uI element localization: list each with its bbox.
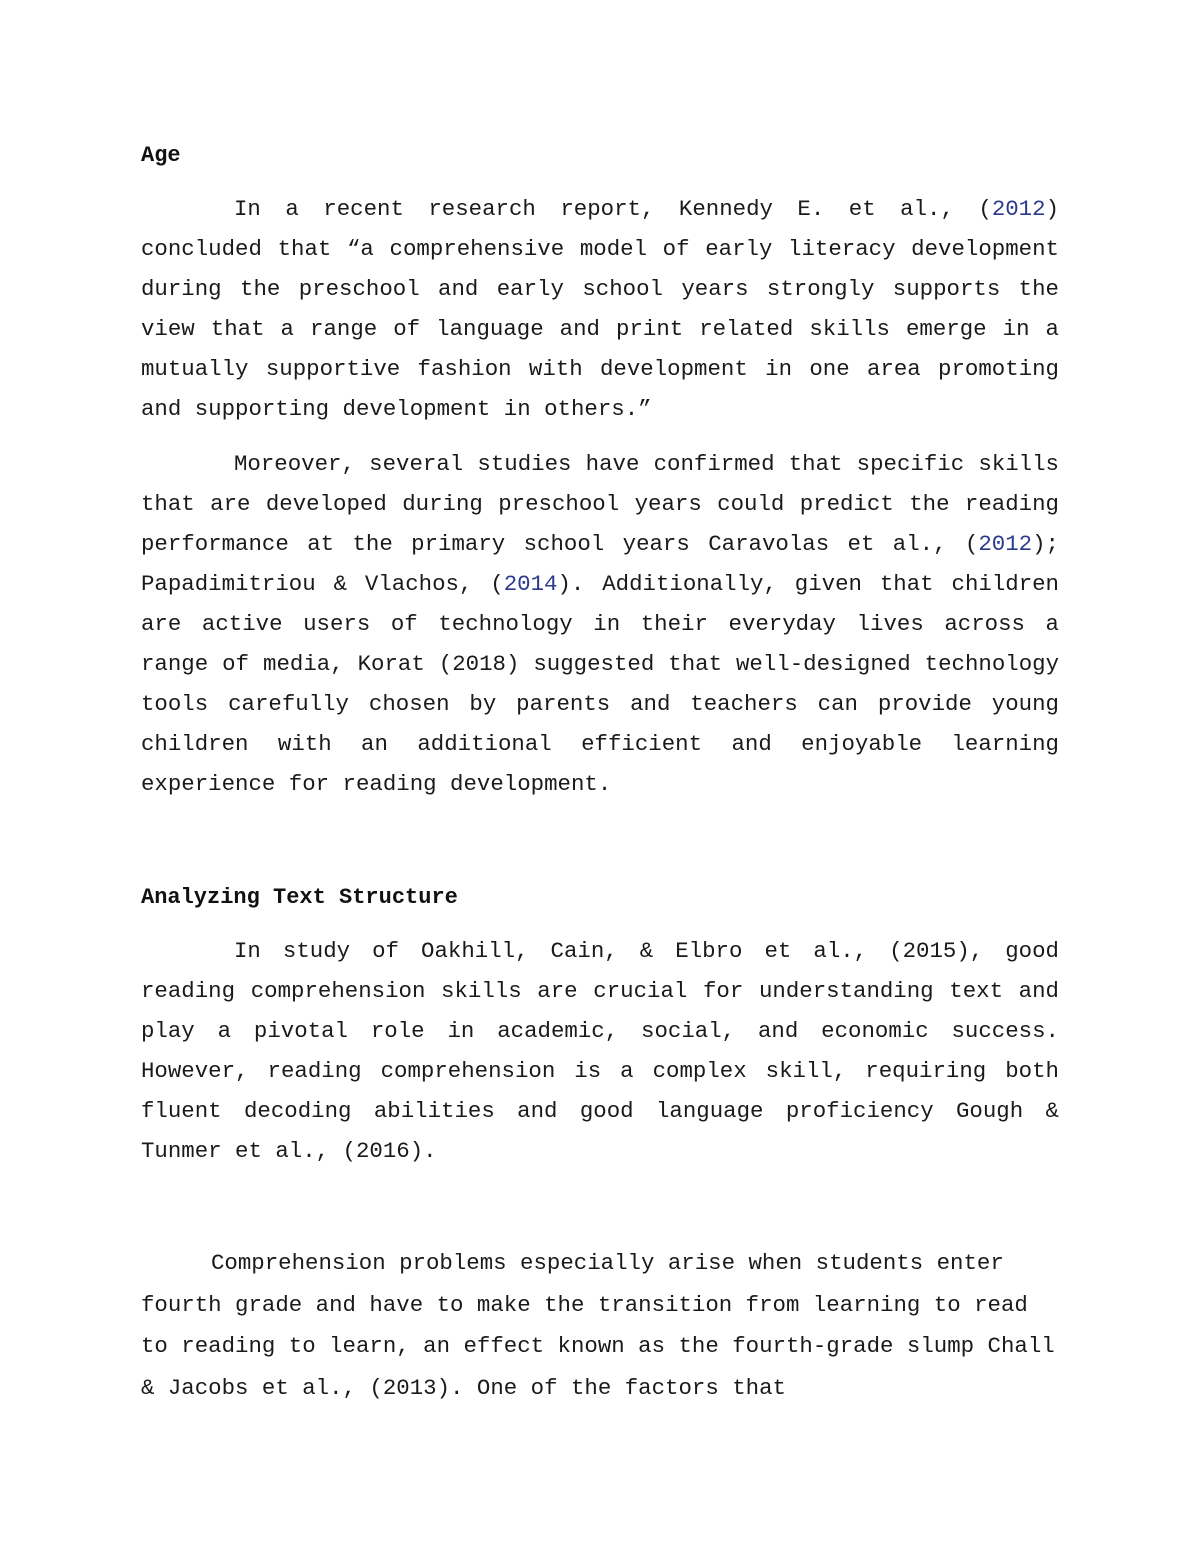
section-heading-age: Age [141, 143, 181, 168]
text-segment: ) concluded that “a comprehensive model of early literacy development during the preschool and early school years strongly supports the view that a range of language and print related skills emerge in a mutually supportive fashion with development in one area promoting and supporting development in others.” [141, 196, 1059, 422]
section-heading-analyzing-text-structure: Analyzing Text Structure [141, 885, 458, 910]
citation-year: 2012 [991, 196, 1046, 222]
document-page [141, 0, 1059, 1553]
paragraph-age-1 [141, 189, 1059, 429]
text-segment: In study of Oakhill, Cain, & Elbro et al., (2015), good reading comprehension skills are crucial for understanding text and play a pivotal role in academic, social, and economic success. However, reading comprehension is a complex skill, requiring both fluent decoding abilities and good language proficiency Gough & Tunmer et al., (2016). [141, 938, 1059, 1164]
paragraph-age-2 [141, 444, 1059, 804]
text-segment: Moreover, several studies have confirmed that specific skills that are developed during preschool years could predict the reading performance at the primary school years Caravolas et al., ( [141, 451, 1059, 557]
text-segment: ); Papadimitriou & Vlachos, ( [141, 531, 1059, 597]
text-segment: ). Additionally, given that children are active users of technology in their everyday lives across a range of media, Korat (2018) suggested that well-designed technology tools carefully chosen by parents and teachers can provide young children with an additional efficient and enjoyable learning experience for reading development. [141, 571, 1059, 797]
citation-year: 2014 [503, 571, 558, 597]
citation-year: 2012 [978, 531, 1033, 557]
paragraph-comprehension-problems: Comprehension problems especially arise when students enter fourth grade and have to make the transition from learning to read to reading to learn, an effect known as the fourth-grade slump Chall & Jacobs et al., (2013). One of the factors that [141, 1250, 1055, 1401]
text-segment: In a recent research report, Kennedy E. et al., ( [234, 196, 992, 222]
paragraph-analyzing-1 [141, 931, 1059, 1171]
